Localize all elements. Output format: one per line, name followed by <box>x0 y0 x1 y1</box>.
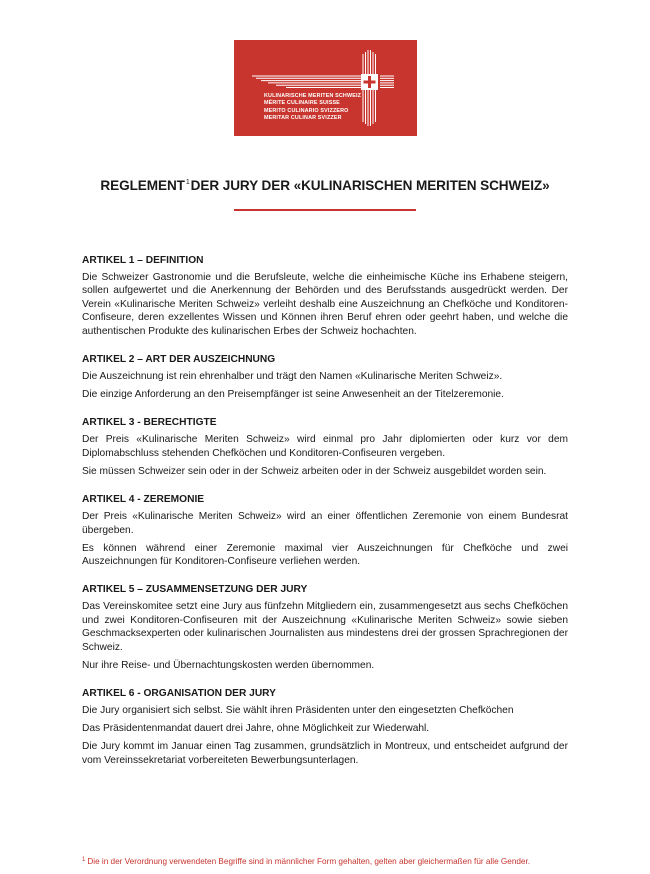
article-paragraph: Die Jury kommt im Januar einen Tag zusammen, grundsätzlich in Montreux, und entscheidet aufgrund der vom Vereinssekretariat vorbereiteten Bewerbungsunterlagen. <box>82 741 568 766</box>
article-paragraph: Das Vereinskomitee setzt eine Jury aus fünfzehn Mitgliedern ein, zusammengesetzt aus sechs Chefköchen und zwei Konditoren-Confiseuren mit der Auszeichnung «Kulinarische Meriten Schweiz» sowie sieben Geschmacksexperten oder kulinarischen Journalisten aus mindestens drei der grossen Sprachregionen der Schweiz. <box>82 601 568 653</box>
article-paragraph: Sie müssen Schweizer sein oder in der Schweiz arbeiten oder in der Schweiz ausgebildet worden sein. <box>82 465 547 477</box>
title-prefix: REGLEMENT <box>100 178 185 193</box>
title-rest: DER JURY DER «KULINARISCHEN MERITEN SCHWEIZ» <box>190 178 550 193</box>
article-paragraph: Das Präsidentenmandat dauert drei Jahre, ohne Möglichkeit zur Wiederwahl. <box>82 723 430 735</box>
footnote <box>82 854 582 868</box>
logo-line-it: MERITO CULINARIO SVIZZERO <box>264 107 349 114</box>
article-paragraph: Die Jury organisiert sich selbst. Sie wählt ihren Präsidenten unter den eingesetzten Chefköchen <box>82 705 514 717</box>
document-title <box>0 178 650 193</box>
articles-body <box>82 254 568 782</box>
article-paragraph: Der Preis «Kulinarische Meriten Schweiz» wird an einer öffentlichen Zeremonie von einem Bundesrat übergeben. <box>82 511 568 536</box>
article-heading: ARTIKEL 2 – ART DER AUSZEICHNUNG <box>82 354 276 366</box>
article-1 <box>82 254 568 338</box>
article-5 <box>82 583 568 672</box>
article-heading: ARTIKEL 5 – ZUSAMMENSETZUNG DER JURY <box>82 584 308 596</box>
article-paragraph: Der Preis «Kulinarische Meriten Schweiz» wird einmal pro Jahr diplomierten oder kurz vor dem Diplomabschluss stehenden Chefköchen und Konditoren-Confiseuren vergeben. <box>82 434 568 459</box>
article-paragraph: Die Schweizer Gastronomie und die Berufsleute, welche die einheimische Küche ins Erhabene steigern, sollen aufgewertet und die Anerkennung der Behörden und des Berufsstands ausgedrückt werden. Der Verein «Kulinarische Meriten Schweiz» verleiht deshalb eine Auszeichnung an Chefköche und Konditoren-Confiseure, deren exzellentes Wissen und Können ihren Beruf ehren oder geehrt haben, und welche die authentischen Produkte des kulinarischen Erbes der Schweiz hochachten. <box>82 272 568 337</box>
article-4 <box>82 493 568 568</box>
article-heading: ARTIKEL 4 - ZEREMONIE <box>82 494 205 506</box>
logo-line-rm: MERITAR CULINAR SVIZZER <box>264 114 342 121</box>
article-2 <box>82 353 568 401</box>
article-3 <box>82 416 568 478</box>
logo-text <box>264 93 414 122</box>
title-divider <box>234 209 416 211</box>
article-paragraph: Es können während einer Zeremonie maximal vier Auszeichnungen für Chefköche und zwei Auszeichnungen für Konditoren-Confiseure verliehen werden. <box>82 542 568 568</box>
article-paragraph: Die Auszeichnung ist rein ehrenhalber und trägt den Namen «Kulinarische Meriten Schweiz». <box>82 371 503 383</box>
logo-line-fr: MÉRITE CULINAIRE SUISSE <box>264 100 340 107</box>
article-paragraph: Die einzige Anforderung an den Preisempfänger ist seine Anwesenheit an der Titelzeremonie. <box>82 389 504 401</box>
article-6 <box>82 687 568 767</box>
article-paragraph: Nur ihre Reise- und Übernachtungskosten werden übernommen. <box>82 659 375 671</box>
footnote-text: Die in der Verordnung verwendeten Begriffe sind in männlicher Form gehalten, gelten aber gleichermaßen für alle Gender. <box>87 857 531 866</box>
title-footnote-mark[interactable]: 1 <box>185 179 190 186</box>
article-heading: ARTIKEL 1 – DEFINITION <box>82 255 204 266</box>
logo <box>234 40 417 136</box>
footnote-mark: 1 <box>82 857 86 863</box>
logo-line-de: KULINARISCHE MERITEN SCHWEIZ <box>264 93 362 99</box>
article-heading: ARTIKEL 3 - BERECHTIGTE <box>82 417 217 429</box>
article-heading: ARTIKEL 6 - ORGANISATION DER JURY <box>82 688 276 700</box>
